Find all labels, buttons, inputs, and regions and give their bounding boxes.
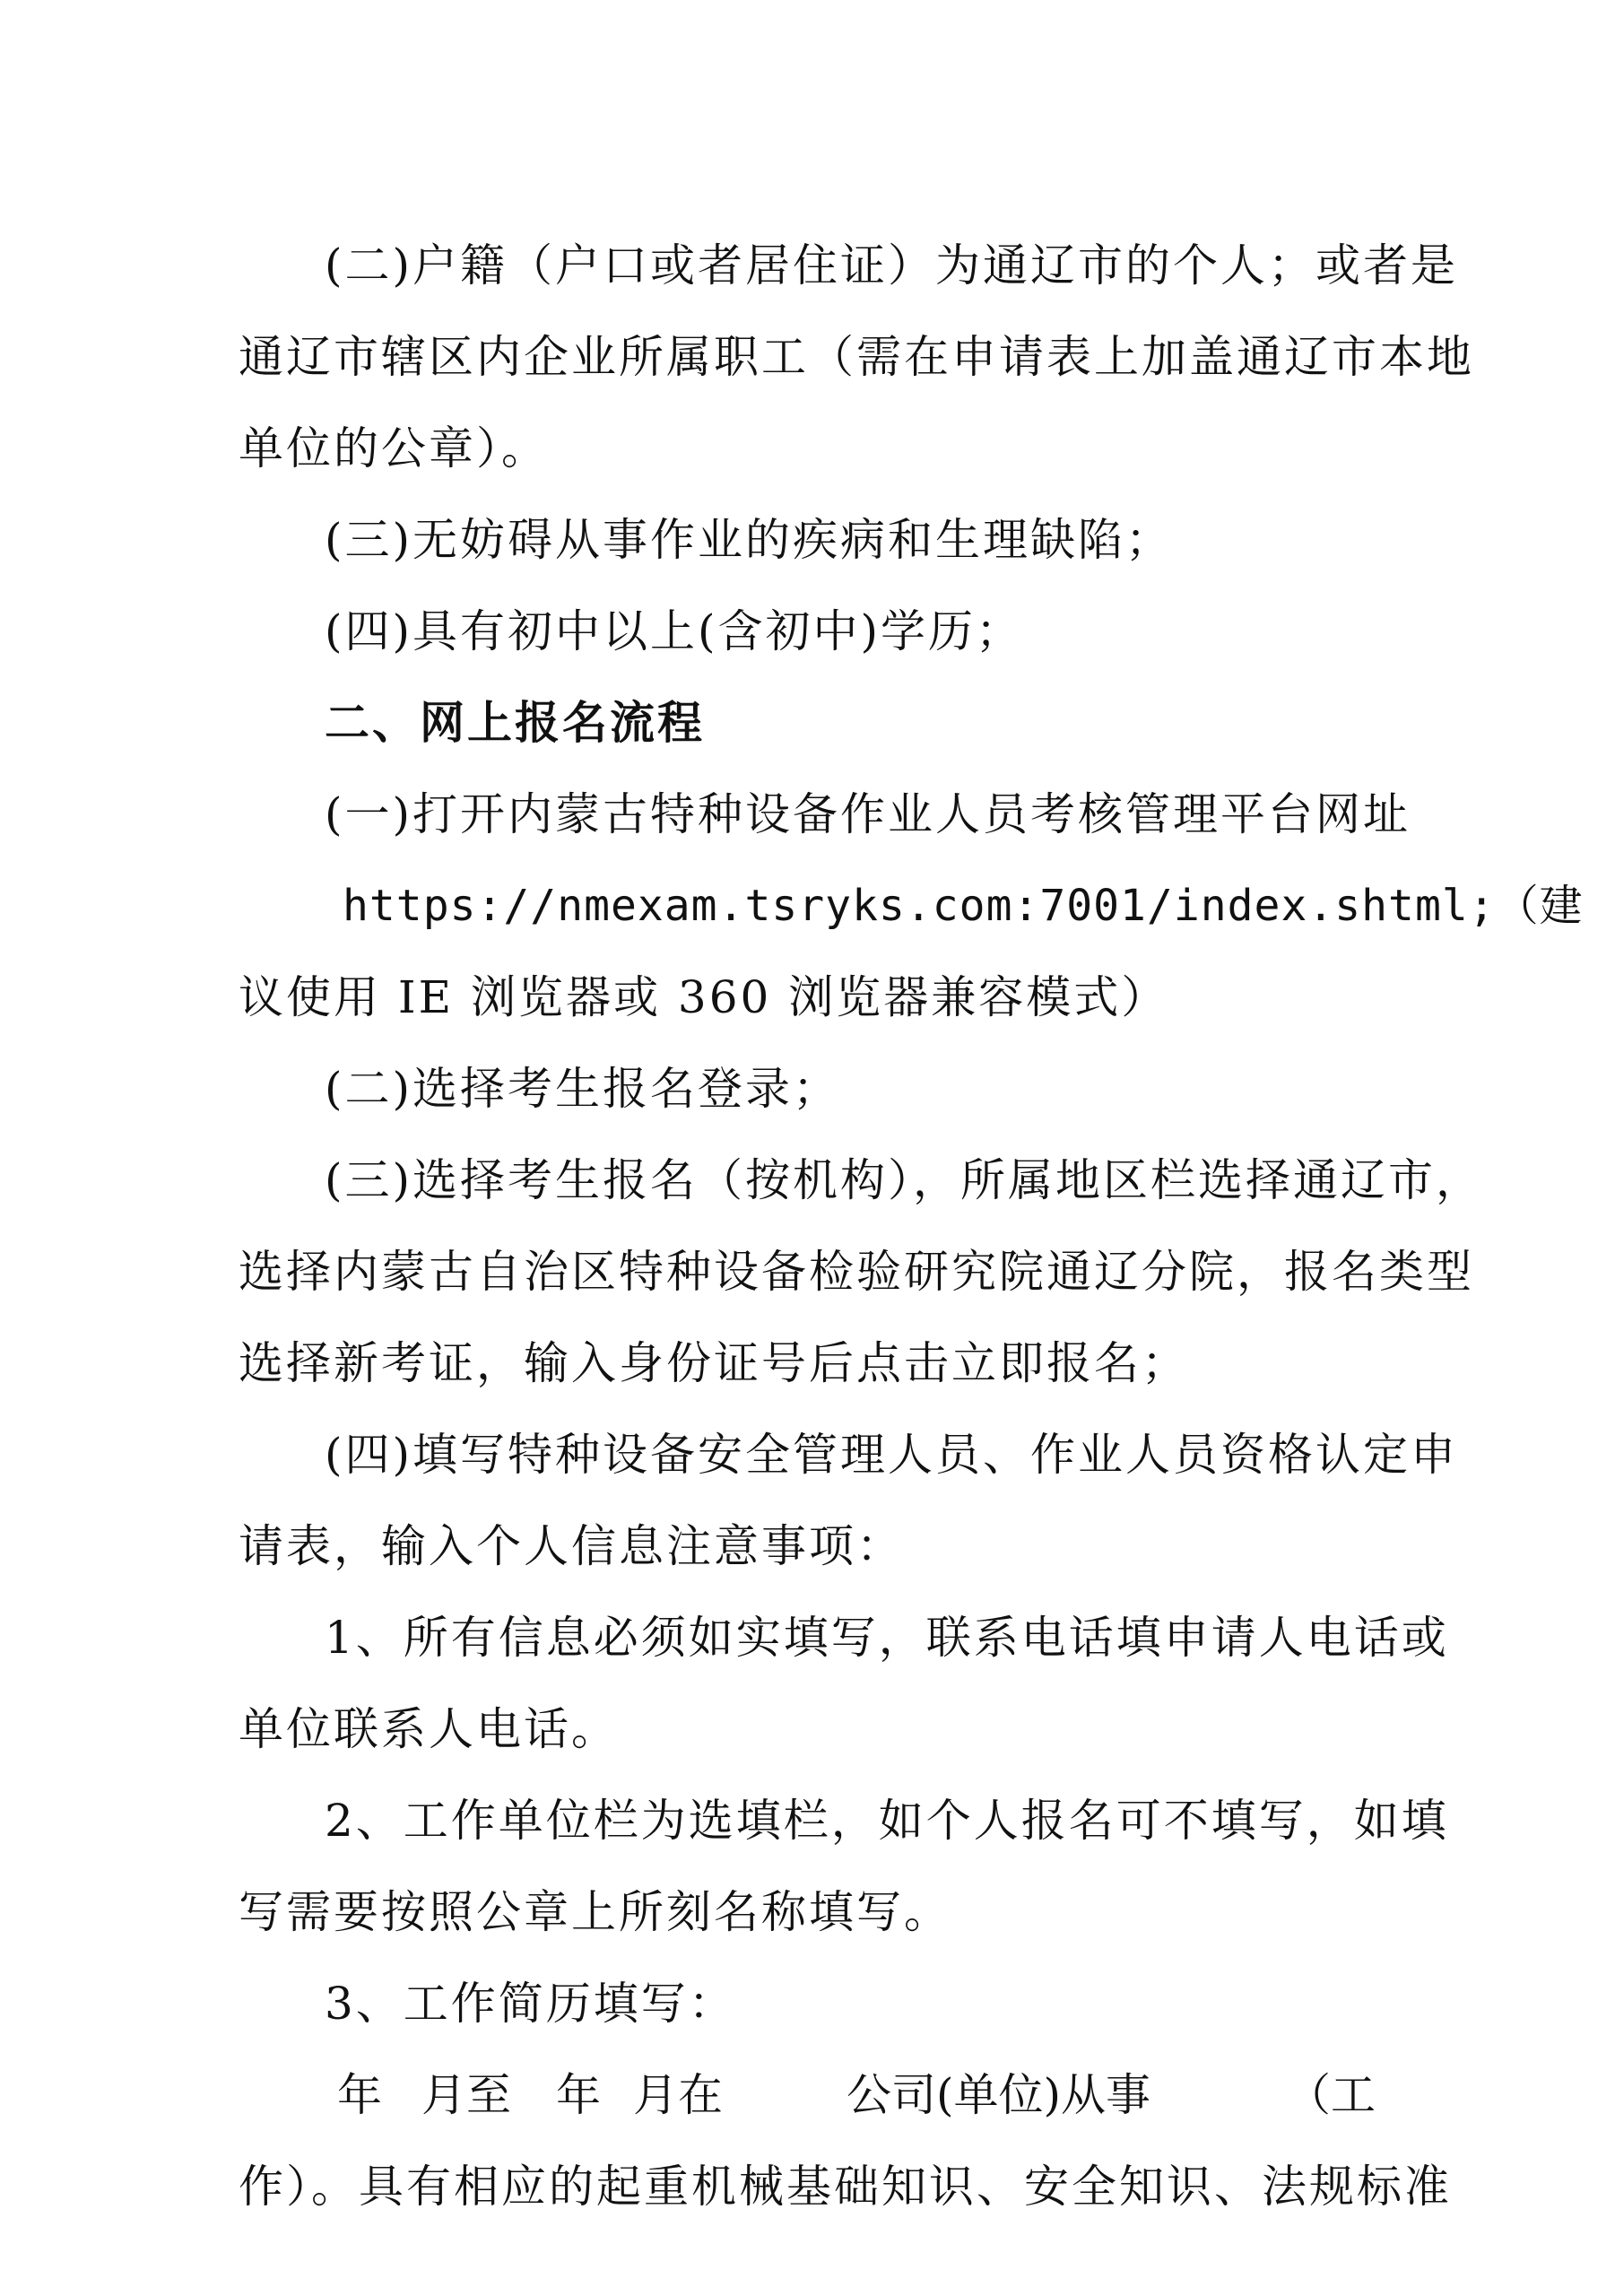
paragraph-line: 议使用 IE 浏览器或 360 浏览器兼容模式） xyxy=(239,971,1169,1023)
paragraph-line: (二)选择考生报名登录； xyxy=(325,1063,841,1115)
paragraph-line: 单位联系人电话。 xyxy=(239,1703,619,1755)
paragraph-line: 写需要按照公章上所刻名称填写。 xyxy=(239,1886,951,1938)
paragraph-line: 请表，输入个人信息注意事项： xyxy=(239,1520,904,1572)
paragraph-line: (四)填写特种设备安全管理人员、作业人员资格认定申 xyxy=(325,1429,1459,1481)
section-heading: 二、网上报名流程 xyxy=(325,697,705,749)
blank-month-end: 月在 xyxy=(633,2069,723,2121)
paragraph-line: (二)户籍（户口或者居住证）为通辽市的个人；或者是 xyxy=(325,239,1459,291)
blank-work: （工 xyxy=(1286,2069,1376,2121)
paragraph-line: (四)具有初中以上(含初中)学历； xyxy=(325,605,1024,657)
paragraph-line: (三)选择考生报名（按机构），所属地区栏选择通辽市， xyxy=(325,1154,1484,1206)
paragraph-line: 选择内蒙古自治区特种设备检验研究院通辽分院，报名类型 xyxy=(239,1246,1474,1298)
paragraph-line: (三)无妨碍从事作业的疾病和生理缺陷； xyxy=(325,514,1174,566)
blank-company: 公司(单位)从事 xyxy=(847,2069,1151,2121)
paragraph-line: 作）。具有相应的起重机械基础知识、安全知识、法规标准 xyxy=(239,2161,1452,2213)
blank-month-start: 月至 xyxy=(421,2069,511,2121)
blank-year-end: 年 xyxy=(556,2069,601,2121)
url-line: https://nmexam.tsryks.com:7001/index.shtml;（建 xyxy=(343,881,1584,931)
paragraph-line: 2、工作单位栏为选填栏，如个人报名可不填写，如填 xyxy=(325,1795,1449,1847)
paragraph-line: 3、工作简历填写： xyxy=(325,1978,736,2030)
paragraph-line: 通辽市辖区内企业所属职工（需在申请表上加盖通辽市本地 xyxy=(239,331,1474,383)
paragraph-line: 选择新考证，输入身份证号后点击立即报名； xyxy=(239,1337,1189,1389)
paragraph-line: 单位的公章）。 xyxy=(239,422,549,474)
blank-year-start: 年 xyxy=(337,2069,382,2121)
paragraph-line: (一)打开内蒙古特种设备作业人员考核管理平台网址 xyxy=(325,788,1411,840)
paragraph-line: 1、所有信息必须如实填写，联系电话填申请人电话或 xyxy=(325,1612,1449,1664)
